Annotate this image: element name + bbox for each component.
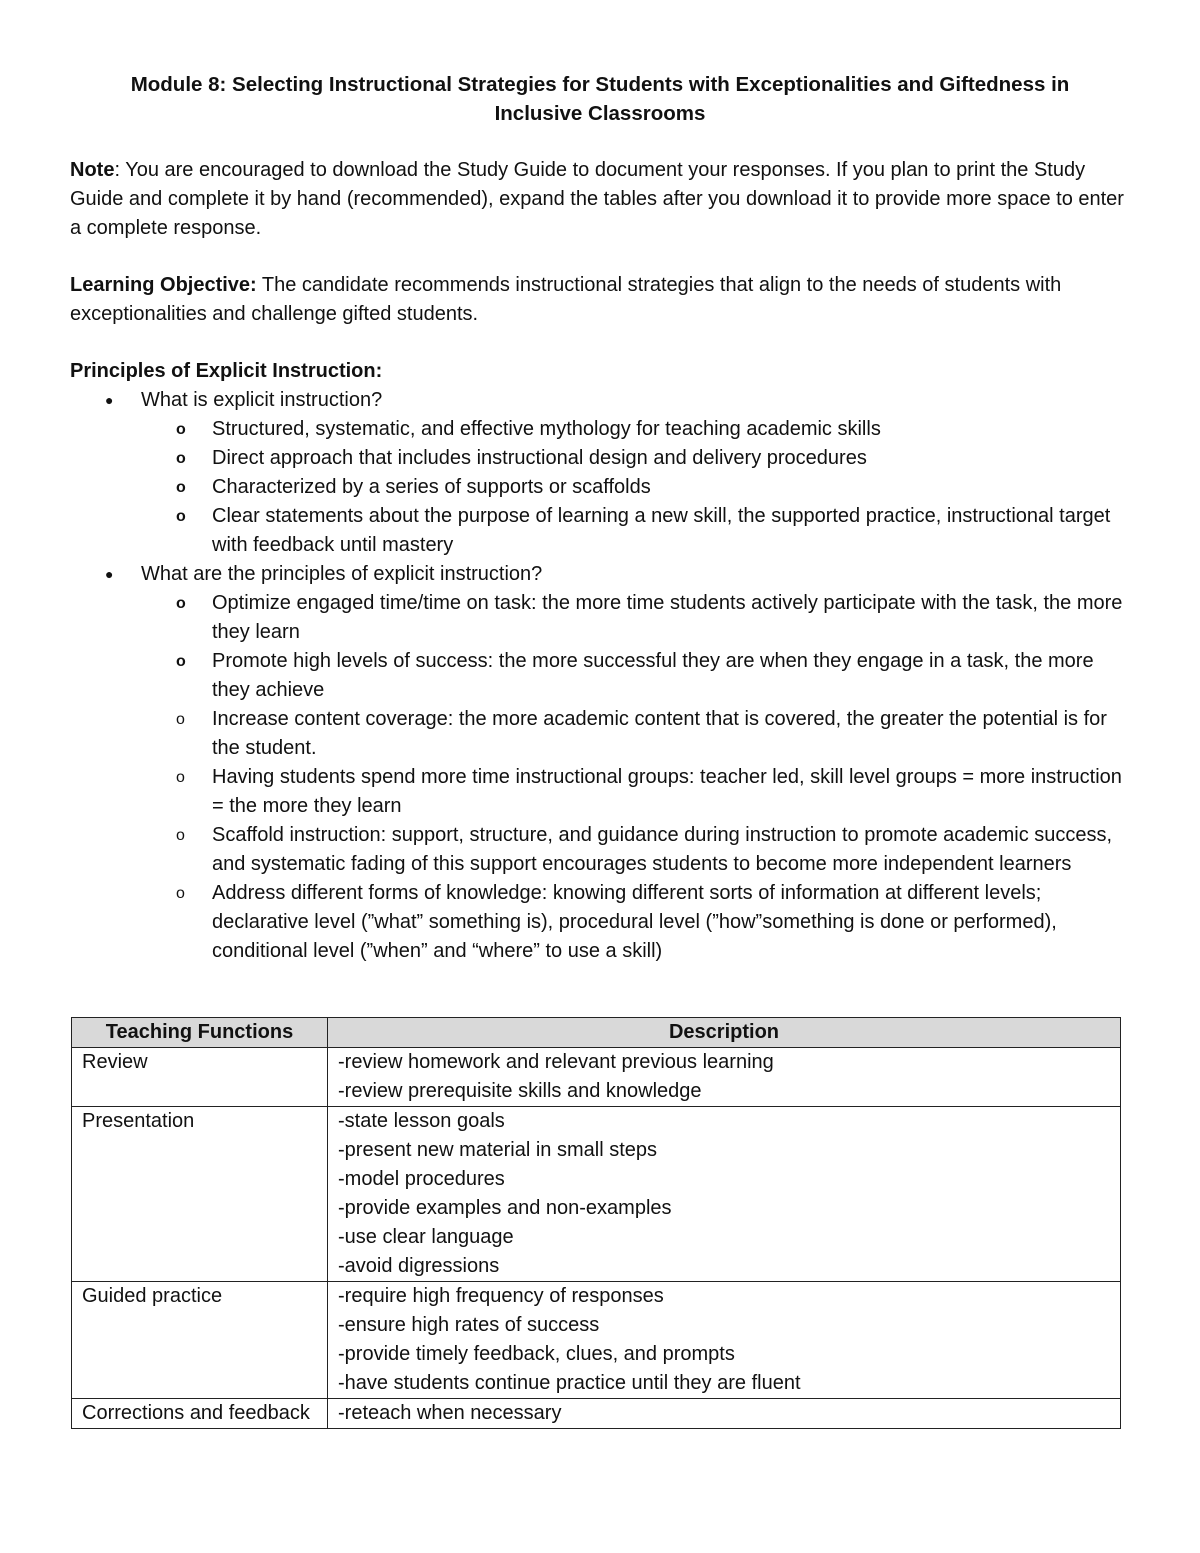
list-item-text: Promote high levels of success: the more successful they are when they engage in a task, the more they achieve [212, 650, 1094, 701]
circle-bullet-icon: o [176, 508, 186, 525]
table-header-row [72, 1018, 1121, 1048]
objective-label: Learning Objective: [70, 274, 257, 296]
circle-bullet-icon: o [176, 450, 186, 467]
list-item [141, 763, 1130, 821]
principles-list [70, 386, 1130, 966]
description-cell [328, 1399, 1121, 1429]
circle-bullet-icon: o [176, 885, 185, 902]
function-cell: Corrections and feedback [72, 1399, 328, 1429]
list-item-text: Optimize engaged time/time on task: the more time students actively participate with the task, the more they learn [212, 592, 1123, 643]
list-item-text: Having students spend more time instructional groups: teacher led, skill level groups = more instruction = the more they learn [212, 766, 1122, 817]
description-line: -review homework and relevant previous learning [338, 1051, 774, 1073]
circle-bullet-icon: o [176, 421, 186, 438]
objective-paragraph [70, 271, 1130, 329]
description-line: -provide timely feedback, clues, and prompts [338, 1343, 735, 1365]
note-paragraph [70, 156, 1130, 243]
note-label: Note [70, 159, 115, 181]
table-row [72, 1399, 1121, 1429]
description-line: -have students continue practice until they are fluent [338, 1372, 801, 1394]
title-line-1: Module 8: Selecting Instructional Strategies for Students with Exceptionalities and Giftedness in [130, 73, 1070, 96]
principle-question-1 [70, 386, 1130, 560]
description-line: -avoid digressions [338, 1255, 500, 1277]
table-row [72, 1048, 1121, 1107]
description-line: -use clear language [338, 1226, 514, 1248]
list-item [141, 647, 1130, 705]
table-row [72, 1107, 1121, 1282]
list-item [141, 589, 1130, 647]
circle-bullet-icon: o [176, 595, 186, 612]
title-line-2: Inclusive Classrooms [494, 102, 706, 125]
list-item [141, 415, 1130, 444]
bullet-icon: ● [105, 392, 114, 408]
list-item [141, 502, 1130, 560]
circle-bullet-icon: o [176, 769, 185, 786]
list-item-text: Scaffold instruction: support, structure, and guidance during instruction to promote academic success, and systematic fading of this support encourages students to become more independent learners [212, 824, 1113, 875]
table-row [72, 1282, 1121, 1399]
note-text: : You are encouraged to download the Study Guide to document your responses. If you plan to print the Study Guide and complete it by hand (recommended), expand the tables after you download it to provide more space to enter a complete response. [70, 159, 1124, 239]
list-item [141, 879, 1130, 966]
teaching-functions-table [71, 1017, 1121, 1429]
description-line: -ensure high rates of success [338, 1314, 600, 1336]
description-line: -present new material in small steps [338, 1139, 658, 1161]
circle-bullet-icon: o [176, 653, 186, 670]
function-cell: Presentation [72, 1107, 328, 1282]
header-teaching-functions: Teaching Functions [72, 1018, 328, 1048]
list-item-text: What is explicit instruction? [141, 389, 383, 411]
description-line: -require high frequency of responses [338, 1285, 664, 1307]
list-item-text: Address different forms of knowledge: knowing different sorts of information at different levels; declarative level (”what” something is), procedural level (”how”something is done or performed), conditional level (”when” and “where” to use a skill) [212, 882, 1057, 962]
list-item [141, 444, 1130, 473]
description-cell [328, 1048, 1121, 1107]
document-page [70, 70, 1130, 966]
description-line: -provide examples and non-examples [338, 1197, 672, 1219]
list-item [141, 821, 1130, 879]
sublist [141, 589, 1130, 966]
list-item-text: Direct approach that includes instructional design and delivery procedures [212, 447, 867, 469]
circle-bullet-icon: o [176, 827, 185, 844]
description-cell [328, 1282, 1121, 1399]
list-item-text: What are the principles of explicit instruction? [141, 563, 543, 585]
document-title [70, 70, 1130, 128]
list-item-text: Clear statements about the purpose of learning a new skill, the supported practice, instructional target with feedback until mastery [212, 505, 1111, 556]
list-item [141, 705, 1130, 763]
header-description: Description [328, 1018, 1121, 1048]
list-item-text: Increase content coverage: the more academic content that is covered, the greater the potential is for the student. [212, 708, 1107, 759]
principle-question-2 [70, 560, 1130, 966]
principles-heading: Principles of Explicit Instruction: [70, 360, 383, 382]
description-line: -model procedures [338, 1168, 505, 1190]
sublist [141, 415, 1130, 560]
list-item-text: Characterized by a series of supports or scaffolds [212, 476, 651, 498]
objective-text: The candidate recommends instructional strategies that align to the needs of students with exceptionalities and challenge gifted students. [70, 274, 1062, 325]
function-cell: Guided practice [72, 1282, 328, 1399]
bullet-icon: ● [105, 566, 114, 582]
description-line: -state lesson goals [338, 1110, 505, 1132]
function-cell: Review [72, 1048, 328, 1107]
list-item [141, 473, 1130, 502]
description-line: -reteach when necessary [338, 1402, 562, 1424]
circle-bullet-icon: o [176, 479, 186, 496]
description-cell [328, 1107, 1121, 1282]
description-line: -review prerequisite skills and knowledge [338, 1080, 702, 1102]
circle-bullet-icon: o [176, 711, 185, 728]
list-item-text: Structured, systematic, and effective mythology for teaching academic skills [212, 418, 881, 440]
